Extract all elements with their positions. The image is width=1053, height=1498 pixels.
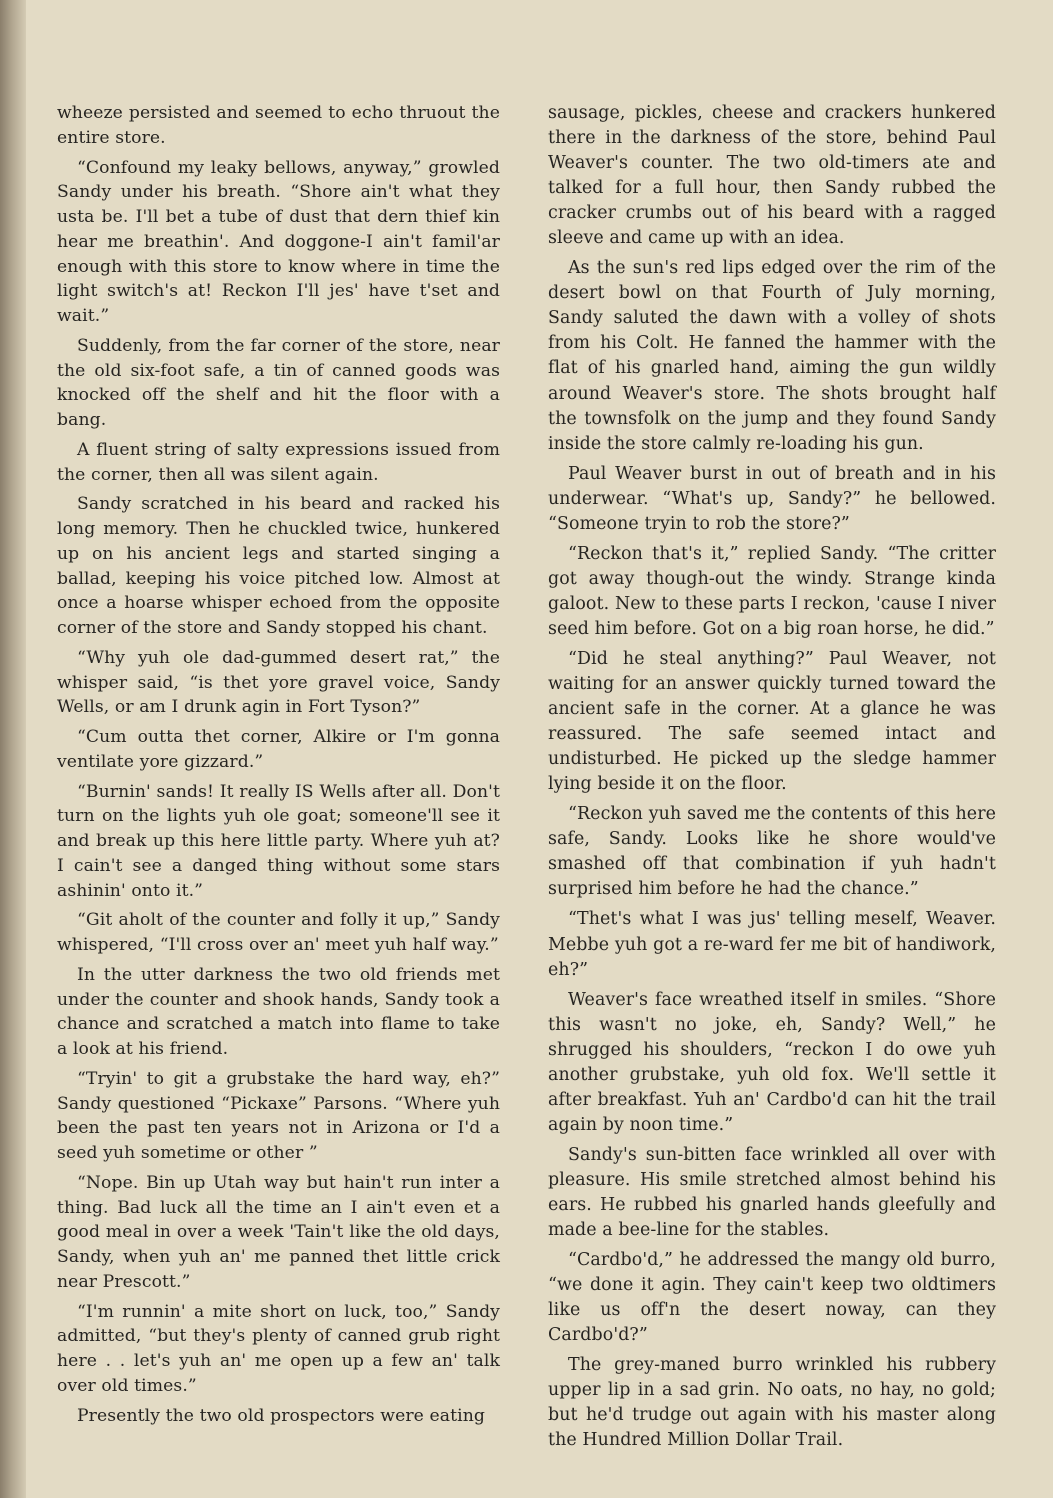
paragraph: A fluent string of salty expressions issued from the corner, then all was silent again. [57,439,500,485]
paragraph: “I'm runnin' a mite short on luck, too,” Sandy admitted, “but they's plenty of canned grub right here . . let's yuh an' me open up a few an' talk over old times.” [57,1301,500,1396]
paragraph: The grey-maned burro wrinkled his rubbery upper lip in a sad grin. No oats, no hay, no gold; but he'd trudge out again with his master along the Hundred Million Dollar Trail. [548,1355,996,1451]
paragraph: Sandy scratched in his beard and racked his long memory. Then he chuckled twice, hunkered up on his ancient legs and started singing a ballad, keeping his voice pitched low. Almost at once a hoarse whisper echoed from the opposite corner of the store and Sandy stopped his chant. [57,494,500,638]
paragraph: “Reckon yuh saved me the contents of this here safe, Sandy. Looks like he shore would've smashed off that combination if yuh hadn't surprised him before he had the chance.” [548,804,996,900]
paragraph: “Did he steal anything?” Paul Weaver, not waiting for an answer quickly turned toward the ancient safe in the corner. At a glance he was reassured. The safe seemed intact and undisturbed. He picked up the sledge hammer lying beside it on the floor. [548,648,996,795]
paragraph: sausage, pickles, cheese and crackers hunkered there in the darkness of the store, behind Paul Weaver's counter. The two old-timers ate and talked for a full hour, then Sandy rubbed the cracker crumbs out of his beard with a ragged sleeve and came up with an idea. [548,103,996,249]
paragraph: Weaver's face wreathed itself in smiles. “Shore this wasn't no joke, eh, Sandy? Well,” he shrugged his shoulders, “reckon I do owe yuh another grubstake, yuh old fox. We'll settle it after breakfast. Yuh an' Cardbo'd can hit the trail again by noon time.” [548,989,996,1135]
paragraph: “Confound my leaky bellows, anyway,” growled Sandy under his breath. “Shore ain't what they usta be. I'll bet a tube of dust that dern thief kin hear me breathin'. And doggone-I ain't famil'ar enough with this store to know where in time the light switch's at! Reckon I'll jes' have t'set and wait.” [57,157,500,326]
paragraph: Paul Weaver burst in out of breath and in his underwear. “What's up, Sandy?” he bellowed. “Someone tryin to rob the store?” [548,463,996,534]
left-column [57,101,500,1433]
paragraph: “Thet's what I was jus' telling meself, Weaver. Mebbe yuh got a re-ward fer me bit of handiwork, eh?” [548,909,996,980]
paragraph: “Tryin' to git a grubstake the hard way, eh?” Sandy questioned “Pickaxe” Parsons. “Where yuh been the past ten years not in Arizona or I'd a seed yuh sometime or other ” [57,1068,500,1163]
paragraph: Suddenly, from the far corner of the store, near the old six-foot safe, a tin of canned goods was knocked off the shelf and hit the floor with a bang. [57,335,500,430]
paragraph: “Reckon that's it,” replied Sandy. “The critter got away though-out the windy. Strange kinda galoot. New to these parts I reckon, 'cause I niver seed him before. Got on a big roan horse, he did.” [548,543,996,639]
paragraph: “Why yuh ole dad-gummed desert rat,” the whisper said, “is thet yore gravel voice, Sandy Wells, or am I drunk agin in Fort Tyson?” [57,647,500,718]
paragraph: Sandy's sun-bitten face wrinkled all over with pleasure. His smile stretched almost behind his ears. He rubbed his gnarled hands gleefully and made a bee-line for the stables. [548,1144,996,1241]
paragraph: “Nope. Bin up Utah way but hain't run inter a thing. Bad luck all the time an I ain't even et a good meal in over a week 'Tain't like the old days, Sandy, when yuh an' me panned thet little crick near Prescott.” [57,1172,500,1292]
paragraph: “Cum outta thet corner, Alkire or I'm gonna ventilate yore gizzard.” [57,727,500,772]
paragraph: Presently the two old prospectors were eating [77,1405,486,1426]
paragraph: “Cardbo'd,” he addressed the mangy old burro, “we done it agin. They cain't keep two oldtimers like us off'n the desert noway, can they Cardbo'd?” [548,1250,996,1346]
paragraph: wheeze persisted and seemed to echo thruout the entire store. [57,103,500,148]
paragraph: “Burnin' sands! It really IS Wells after all. Don't turn on the lights yuh ole goat; someone'll see it and break up this here little party. Where yuh at? I cain't see a danged thing without some stars ashinin' onto it.” [57,781,500,901]
paragraph: In the utter darkness the two old friends met under the counter and shook hands, Sandy took a chance and scratched a match into flame to take a look at his friend. [57,964,500,1059]
paragraph: “Git aholt of the counter and folly it up,” Sandy whispered, “I'll cross over an' meet yuh half way.” [57,910,500,955]
paragraph: As the sun's red lips edged over the rim of the desert bowl on that Fourth of July morning, Sandy saluted the dawn with a volley of shots from his Colt. He fanned the hammer with the flat of his gnarled hand, aiming the gun wildly around Weaver's store. The shots brought half the townsfolk on the jump and they found Sandy inside the store calmly re-loading his gun. [548,258,996,454]
right-column [548,101,996,1458]
page-binding-shadow [0,0,26,1498]
